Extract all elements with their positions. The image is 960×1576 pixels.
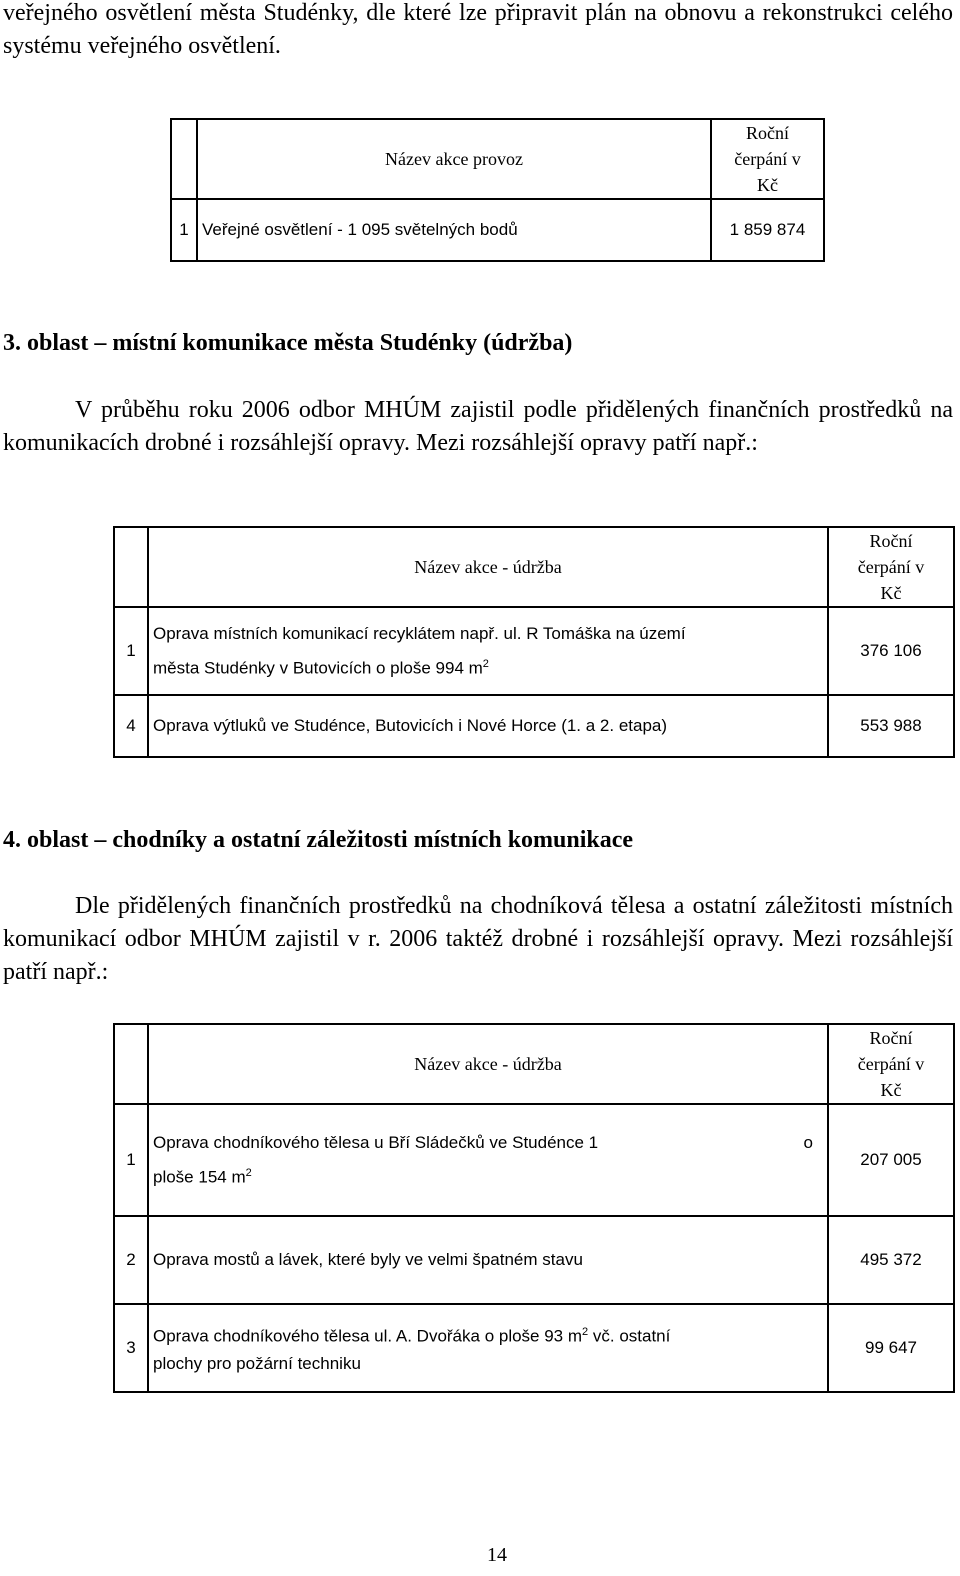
row-name: Oprava místních komunikací recyklátem např. ul. R Tomáška na území města Studénky v Butovicích o ploše 994 $m^2$ [148, 607, 828, 695]
header-amount: Roční čerpání v Kč [828, 1024, 954, 1104]
row-amount: 1 859 874 [711, 199, 824, 261]
table-row [114, 607, 954, 695]
header-blank-cell [171, 119, 197, 199]
row-amount: 376 106 [828, 607, 954, 695]
row-index: 1 [114, 607, 148, 695]
table-udrzba-chodniky [113, 1023, 955, 1393]
table-row [114, 695, 954, 757]
table-row [114, 1104, 954, 1216]
row-index: 1 [114, 1104, 148, 1216]
section-4-heading: 4. oblast – chodníky a ostatní záležitosti místních komunikace [3, 827, 634, 853]
section-3-heading: 3. oblast – místní komunikace města Studénky (údržba) [3, 330, 573, 356]
table-row [114, 1304, 954, 1392]
row-index: 1 [171, 199, 197, 261]
row-amount: 553 988 [828, 695, 954, 757]
row-index: 2 [114, 1216, 148, 1304]
row-amount: 207 005 [828, 1104, 954, 1216]
row-name: Oprava chodníkového tělesa u Bří Sládečků ve Studénce 1 o ploše 154 $m^2$ [148, 1104, 828, 1216]
header-amount: Roční čerpání v Kč [828, 527, 954, 607]
row-name: Veřejné osvětlení - 1 095 světelných bodů [197, 199, 711, 261]
row-name: Oprava chodníkového tělesa ul. A. Dvořáka o ploše 93 $m^2$ vč. ostatní plochy pro požární techniku [148, 1304, 828, 1392]
table-row [171, 199, 824, 261]
table-row [114, 1216, 954, 1304]
header-name: Název akce provoz [197, 119, 711, 199]
header-amount: Roční čerpání v Kč [711, 119, 824, 199]
section-4-paragraph: Dle přidělených finančních prostředků na chodníková tělesa a ostatní záležitosti místních komunikací odbor MHÚM zajistil v r. 2006 taktéž drobné i rozsáhlejší opravy. Mezi rozsáhlejší patří např.: [3, 893, 953, 985]
row-name: Oprava výtluků ve Studénce, Butovicích i Nové Horce (1. a 2. etapa) [148, 695, 828, 757]
header-name: Název akce - údržba [148, 527, 828, 607]
header-blank-cell [114, 527, 148, 607]
row-index: 4 [114, 695, 148, 757]
header-blank-cell [114, 1024, 148, 1104]
row-index: 3 [114, 1304, 148, 1392]
header-name: Název akce - údržba [148, 1024, 828, 1104]
row-amount: 99 647 [828, 1304, 954, 1392]
row-name: Oprava mostů a lávek, které byly ve velmi špatném stavu [148, 1216, 828, 1304]
table-provoz [170, 118, 825, 262]
page-number: 14 [487, 1544, 507, 1566]
intro-paragraph: veřejného osvětlení města Studénky, dle které lze připravit plán na obnovu a rekonstrukci celého systému veřejného osvětlení. [3, 0, 953, 59]
row-amount: 495 372 [828, 1216, 954, 1304]
table-udrzba-komunikace [113, 526, 955, 758]
section-3-paragraph: V průběhu roku 2006 odbor MHÚM zajistil podle přidělených finančních prostředků na komunikacích drobné i rozsáhlejší opravy. Mezi rozsáhlejší opravy patří např.: [3, 397, 953, 456]
